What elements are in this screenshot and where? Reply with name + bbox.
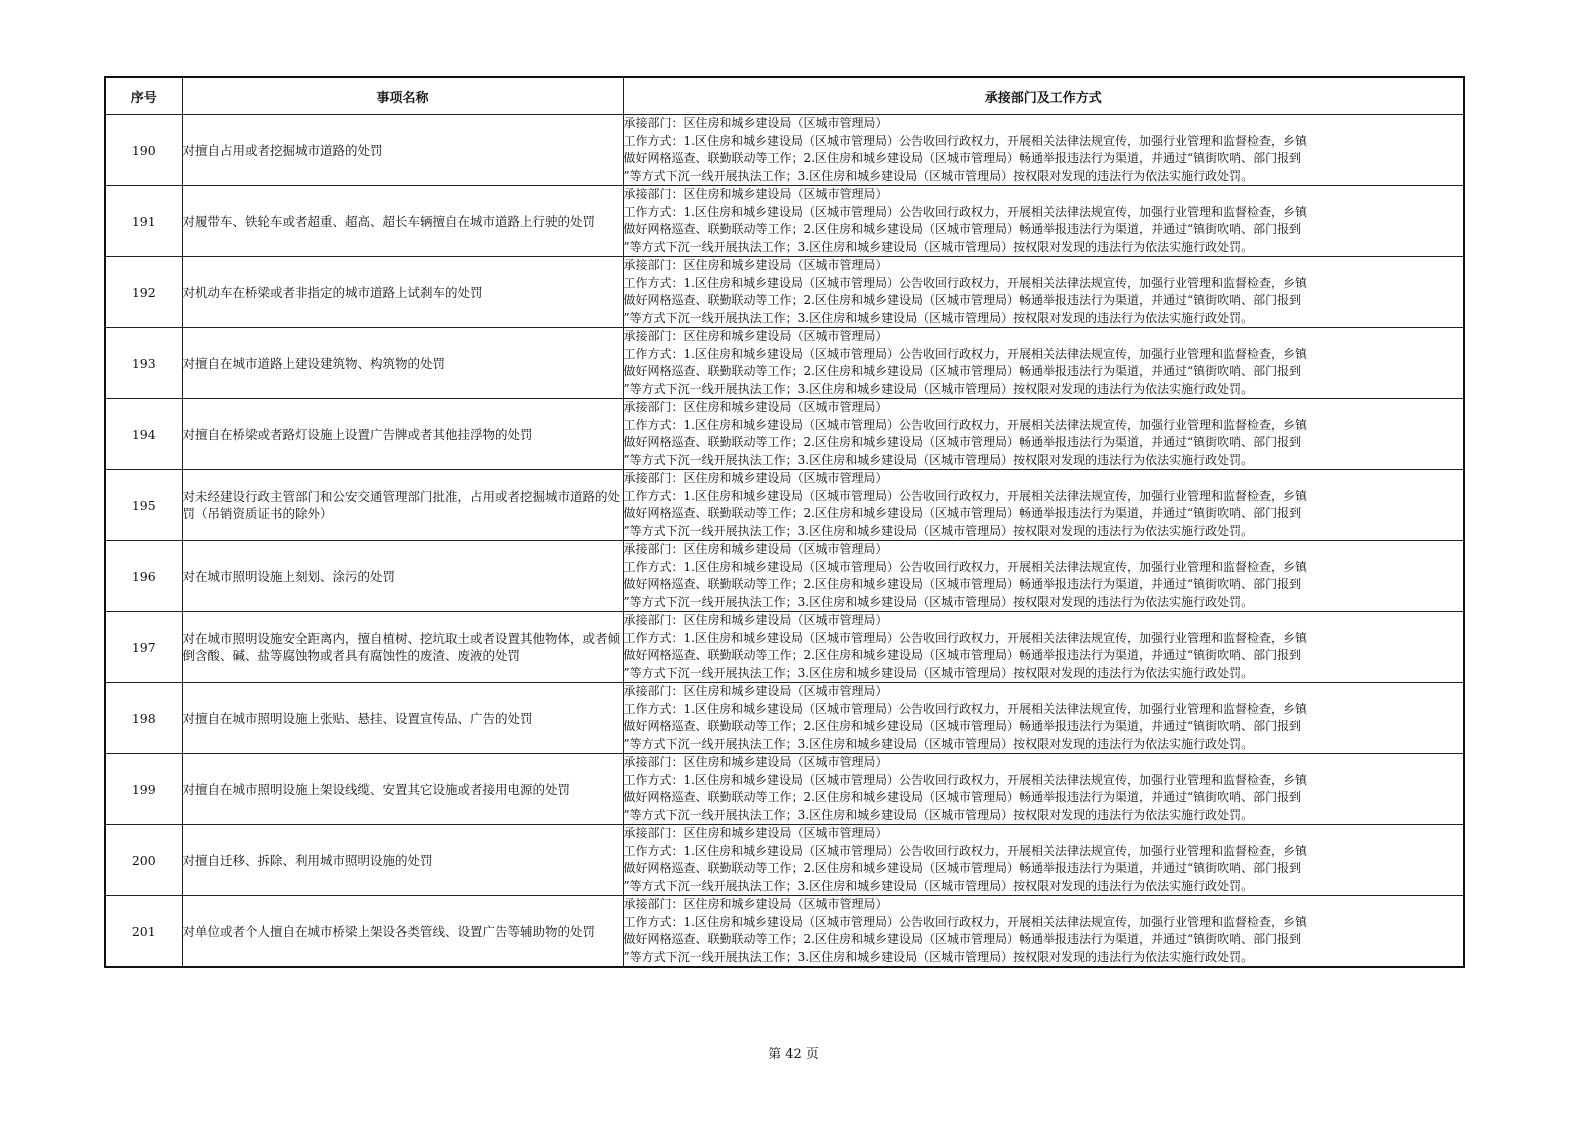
dept-text-line: 承接部门：区住房和城乡建设局（区城市管理局） bbox=[623, 258, 888, 272]
dept-text-line: ”等方式下沉一线开展执法工作；3.区住房和城乡建设局（区城市管理局）按权限对发现的违法行为依法实施行政处罚。 bbox=[623, 807, 1254, 822]
table-row bbox=[105, 186, 1464, 257]
row-matter-name: 对履带车、铁轮车或者超重、超高、超长车辆擅自在城市道路上行驶的处罚 bbox=[182, 186, 623, 257]
header-department-method: 承接部门及工作方式 bbox=[623, 77, 1464, 115]
dept-text-line: 工作方式：1.区住房和城乡建设局（区城市管理局）公告收回行政权力，开展相关法律法规宣传，加强行业管理和监督检查，乡镇 bbox=[623, 772, 1307, 787]
row-serial-number: 196 bbox=[105, 541, 182, 612]
dept-text-line: 工作方式：1.区住房和城乡建设局（区城市管理局）公告收回行政权力，开展相关法律法规宣传，加强行业管理和监督检查，乡镇 bbox=[623, 488, 1307, 503]
dept-text-line: 承接部门：区住房和城乡建设局（区城市管理局） bbox=[623, 684, 888, 698]
dept-text-line: ”等方式下沉一线开展执法工作；3.区住房和城乡建设局（区城市管理局）按权限对发现的违法行为依法实施行政处罚。 bbox=[623, 168, 1254, 183]
table-row bbox=[105, 754, 1464, 825]
dept-text-line: 承接部门：区住房和城乡建设局（区城市管理局） bbox=[623, 897, 888, 911]
table-row bbox=[105, 257, 1464, 328]
matters-table bbox=[104, 76, 1465, 968]
row-serial-number: 198 bbox=[105, 683, 182, 754]
dept-text-line: 做好网格巡查、联勤联动等工作；2.区住房和城乡建设局（区城市管理局）畅通举报违法行为渠道，并通过“镇街吹哨、部门报到 bbox=[623, 293, 1302, 307]
row-department-method bbox=[623, 896, 1464, 968]
dept-text-line: 承接部门：区住房和城乡建设局（区城市管理局） bbox=[623, 329, 888, 343]
row-serial-number: 197 bbox=[105, 612, 182, 683]
dept-text-line: 工作方式：1.区住房和城乡建设局（区城市管理局）公告收回行政权力，开展相关法律法规宣传，加强行业管理和监督检查，乡镇 bbox=[623, 630, 1307, 645]
row-matter-name: 对未经建设行政主管部门和公安交通管理部门批准，占用或者挖掘城市道路的处罚（吊销资质证书的除外） bbox=[182, 470, 623, 541]
row-department-method bbox=[623, 754, 1464, 825]
table-row bbox=[105, 896, 1464, 968]
row-department-method bbox=[623, 825, 1464, 896]
table-body bbox=[105, 115, 1464, 968]
row-serial-number: 201 bbox=[105, 896, 182, 968]
row-matter-name: 对在城市照明设施上刻划、涂污的处罚 bbox=[182, 541, 623, 612]
dept-text-line: 工作方式：1.区住房和城乡建设局（区城市管理局）公告收回行政权力，开展相关法律法规宣传，加强行业管理和监督检查，乡镇 bbox=[623, 914, 1307, 929]
dept-text-line: 承接部门：区住房和城乡建设局（区城市管理局） bbox=[623, 471, 888, 485]
dept-text-line: 工作方式：1.区住房和城乡建设局（区城市管理局）公告收回行政权力，开展相关法律法规宣传，加强行业管理和监督检查，乡镇 bbox=[623, 559, 1307, 574]
dept-text-line: 承接部门：区住房和城乡建设局（区城市管理局） bbox=[623, 755, 888, 769]
row-matter-name: 对擅自在桥梁或者路灯设施上设置广告牌或者其他挂浮物的处罚 bbox=[182, 399, 623, 470]
table-row bbox=[105, 541, 1464, 612]
row-serial-number: 192 bbox=[105, 257, 182, 328]
table-row bbox=[105, 612, 1464, 683]
table-header-row bbox=[105, 77, 1464, 115]
row-matter-name: 对在城市照明设施安全距离内，擅自植树、挖坑取土或者设置其他物体，或者倾倒含酸、碱、盐等腐蚀物或者具有腐蚀性的废渣、废液的处罚 bbox=[182, 612, 623, 683]
dept-text-line: 承接部门：区住房和城乡建设局（区城市管理局） bbox=[623, 400, 888, 414]
dept-text-line: ”等方式下沉一线开展执法工作；3.区住房和城乡建设局（区城市管理局）按权限对发现的违法行为依法实施行政处罚。 bbox=[623, 523, 1254, 538]
row-department-method bbox=[623, 683, 1464, 754]
table-row bbox=[105, 825, 1464, 896]
header-serial-number: 序号 bbox=[105, 77, 182, 115]
table-row bbox=[105, 115, 1464, 186]
dept-text-line: 工作方式：1.区住房和城乡建设局（区城市管理局）公告收回行政权力，开展相关法律法规宣传，加强行业管理和监督检查，乡镇 bbox=[623, 417, 1307, 432]
table-row bbox=[105, 399, 1464, 470]
row-matter-name: 对擅自迁移、拆除、利用城市照明设施的处罚 bbox=[182, 825, 623, 896]
dept-text-line: ”等方式下沉一线开展执法工作；3.区住房和城乡建设局（区城市管理局）按权限对发现的违法行为依法实施行政处罚。 bbox=[623, 594, 1254, 609]
row-serial-number: 193 bbox=[105, 328, 182, 399]
header-matter-name: 事项名称 bbox=[182, 77, 623, 115]
dept-text-line: ”等方式下沉一线开展执法工作；3.区住房和城乡建设局（区城市管理局）按权限对发现的违法行为依法实施行政处罚。 bbox=[623, 381, 1254, 396]
row-department-method bbox=[623, 115, 1464, 186]
row-department-method bbox=[623, 470, 1464, 541]
dept-text-line: 做好网格巡查、联勤联动等工作；2.区住房和城乡建设局（区城市管理局）畅通举报违法行为渠道，并通过“镇街吹哨、部门报到 bbox=[623, 932, 1302, 946]
dept-text-line: 做好网格巡查、联勤联动等工作；2.区住房和城乡建设局（区城市管理局）畅通举报违法行为渠道，并通过“镇街吹哨、部门报到 bbox=[623, 790, 1302, 804]
row-matter-name: 对擅自在城市照明设施上张贴、悬挂、设置宣传品、广告的处罚 bbox=[182, 683, 623, 754]
dept-text-line: 做好网格巡查、联勤联动等工作；2.区住房和城乡建设局（区城市管理局）畅通举报违法行为渠道，并通过“镇街吹哨、部门报到 bbox=[623, 151, 1302, 165]
dept-text-line: 做好网格巡查、联勤联动等工作；2.区住房和城乡建设局（区城市管理局）畅通举报违法行为渠道，并通过“镇街吹哨、部门报到 bbox=[623, 577, 1302, 591]
dept-text-line: 承接部门：区住房和城乡建设局（区城市管理局） bbox=[623, 826, 888, 840]
dept-text-line: 工作方式：1.区住房和城乡建设局（区城市管理局）公告收回行政权力，开展相关法律法规宣传，加强行业管理和监督检查，乡镇 bbox=[623, 843, 1307, 858]
row-department-method bbox=[623, 612, 1464, 683]
dept-text-line: 工作方式：1.区住房和城乡建设局（区城市管理局）公告收回行政权力，开展相关法律法规宣传，加强行业管理和监督检查，乡镇 bbox=[623, 346, 1307, 361]
dept-text-line: 承接部门：区住房和城乡建设局（区城市管理局） bbox=[623, 187, 888, 201]
row-serial-number: 200 bbox=[105, 825, 182, 896]
row-serial-number: 190 bbox=[105, 115, 182, 186]
dept-text-line: 做好网格巡查、联勤联动等工作；2.区住房和城乡建设局（区城市管理局）畅通举报违法行为渠道，并通过“镇街吹哨、部门报到 bbox=[623, 506, 1302, 520]
dept-text-line: 工作方式：1.区住房和城乡建设局（区城市管理局）公告收回行政权力，开展相关法律法规宣传，加强行业管理和监督检查，乡镇 bbox=[623, 204, 1307, 219]
dept-text-line: 做好网格巡查、联勤联动等工作；2.区住房和城乡建设局（区城市管理局）畅通举报违法行为渠道，并通过“镇街吹哨、部门报到 bbox=[623, 435, 1302, 449]
dept-text-line: ”等方式下沉一线开展执法工作；3.区住房和城乡建设局（区城市管理局）按权限对发现的违法行为依法实施行政处罚。 bbox=[623, 310, 1254, 325]
row-serial-number: 195 bbox=[105, 470, 182, 541]
row-department-method bbox=[623, 257, 1464, 328]
dept-text-line: 工作方式：1.区住房和城乡建设局（区城市管理局）公告收回行政权力，开展相关法律法规宣传，加强行业管理和监督检查，乡镇 bbox=[623, 275, 1307, 290]
dept-text-line: 做好网格巡查、联勤联动等工作；2.区住房和城乡建设局（区城市管理局）畅通举报违法行为渠道，并通过“镇街吹哨、部门报到 bbox=[623, 719, 1302, 733]
dept-text-line: 工作方式：1.区住房和城乡建设局（区城市管理局）公告收回行政权力，开展相关法律法规宣传，加强行业管理和监督检查，乡镇 bbox=[623, 133, 1307, 148]
dept-text-line: 做好网格巡查、联勤联动等工作；2.区住房和城乡建设局（区城市管理局）畅通举报违法行为渠道，并通过“镇街吹哨、部门报到 bbox=[623, 222, 1302, 236]
dept-text-line: ”等方式下沉一线开展执法工作；3.区住房和城乡建设局（区城市管理局）按权限对发现的违法行为依法实施行政处罚。 bbox=[623, 239, 1254, 254]
dept-text-line: ”等方式下沉一线开展执法工作；3.区住房和城乡建设局（区城市管理局）按权限对发现的违法行为依法实施行政处罚。 bbox=[623, 949, 1254, 964]
table-row bbox=[105, 470, 1464, 541]
row-matter-name: 对擅自在城市照明设施上架设线缆、安置其它设施或者接用电源的处罚 bbox=[182, 754, 623, 825]
row-serial-number: 199 bbox=[105, 754, 182, 825]
page-number: 第 42 页 bbox=[768, 1047, 819, 1062]
table-row bbox=[105, 683, 1464, 754]
dept-text-line: 做好网格巡查、联勤联动等工作；2.区住房和城乡建设局（区城市管理局）畅通举报违法行为渠道，并通过“镇街吹哨、部门报到 bbox=[623, 861, 1302, 875]
row-department-method bbox=[623, 541, 1464, 612]
row-matter-name: 对单位或者个人擅自在城市桥梁上架设各类管线、设置广告等辅助物的处罚 bbox=[182, 896, 623, 968]
row-matter-name: 对擅自在城市道路上建设建筑物、构筑物的处罚 bbox=[182, 328, 623, 399]
row-serial-number: 191 bbox=[105, 186, 182, 257]
row-department-method bbox=[623, 328, 1464, 399]
dept-text-line: 做好网格巡查、联勤联动等工作；2.区住房和城乡建设局（区城市管理局）畅通举报违法行为渠道，并通过“镇街吹哨、部门报到 bbox=[623, 648, 1302, 662]
dept-text-line: ”等方式下沉一线开展执法工作；3.区住房和城乡建设局（区城市管理局）按权限对发现的违法行为依法实施行政处罚。 bbox=[623, 665, 1254, 680]
dept-text-line: 承接部门：区住房和城乡建设局（区城市管理局） bbox=[623, 542, 888, 556]
dept-text-line: ”等方式下沉一线开展执法工作；3.区住房和城乡建设局（区城市管理局）按权限对发现的违法行为依法实施行政处罚。 bbox=[623, 452, 1254, 467]
dept-text-line: 工作方式：1.区住房和城乡建设局（区城市管理局）公告收回行政权力，开展相关法律法规宣传，加强行业管理和监督检查，乡镇 bbox=[623, 701, 1307, 716]
row-matter-name: 对擅自占用或者挖掘城市道路的处罚 bbox=[182, 115, 623, 186]
row-serial-number: 194 bbox=[105, 399, 182, 470]
dept-text-line: ”等方式下沉一线开展执法工作；3.区住房和城乡建设局（区城市管理局）按权限对发现的违法行为依法实施行政处罚。 bbox=[623, 878, 1254, 893]
table-row bbox=[105, 328, 1464, 399]
row-department-method bbox=[623, 399, 1464, 470]
dept-text-line: 承接部门：区住房和城乡建设局（区城市管理局） bbox=[623, 613, 888, 627]
row-matter-name: 对机动车在桥梁或者非指定的城市道路上试刹车的处罚 bbox=[182, 257, 623, 328]
dept-text-line: 承接部门：区住房和城乡建设局（区城市管理局） bbox=[623, 116, 888, 130]
dept-text-line: ”等方式下沉一线开展执法工作；3.区住房和城乡建设局（区城市管理局）按权限对发现的违法行为依法实施行政处罚。 bbox=[623, 736, 1254, 751]
row-department-method bbox=[623, 186, 1464, 257]
dept-text-line: 做好网格巡查、联勤联动等工作；2.区住房和城乡建设局（区城市管理局）畅通举报违法行为渠道，并通过“镇街吹哨、部门报到 bbox=[623, 364, 1302, 378]
